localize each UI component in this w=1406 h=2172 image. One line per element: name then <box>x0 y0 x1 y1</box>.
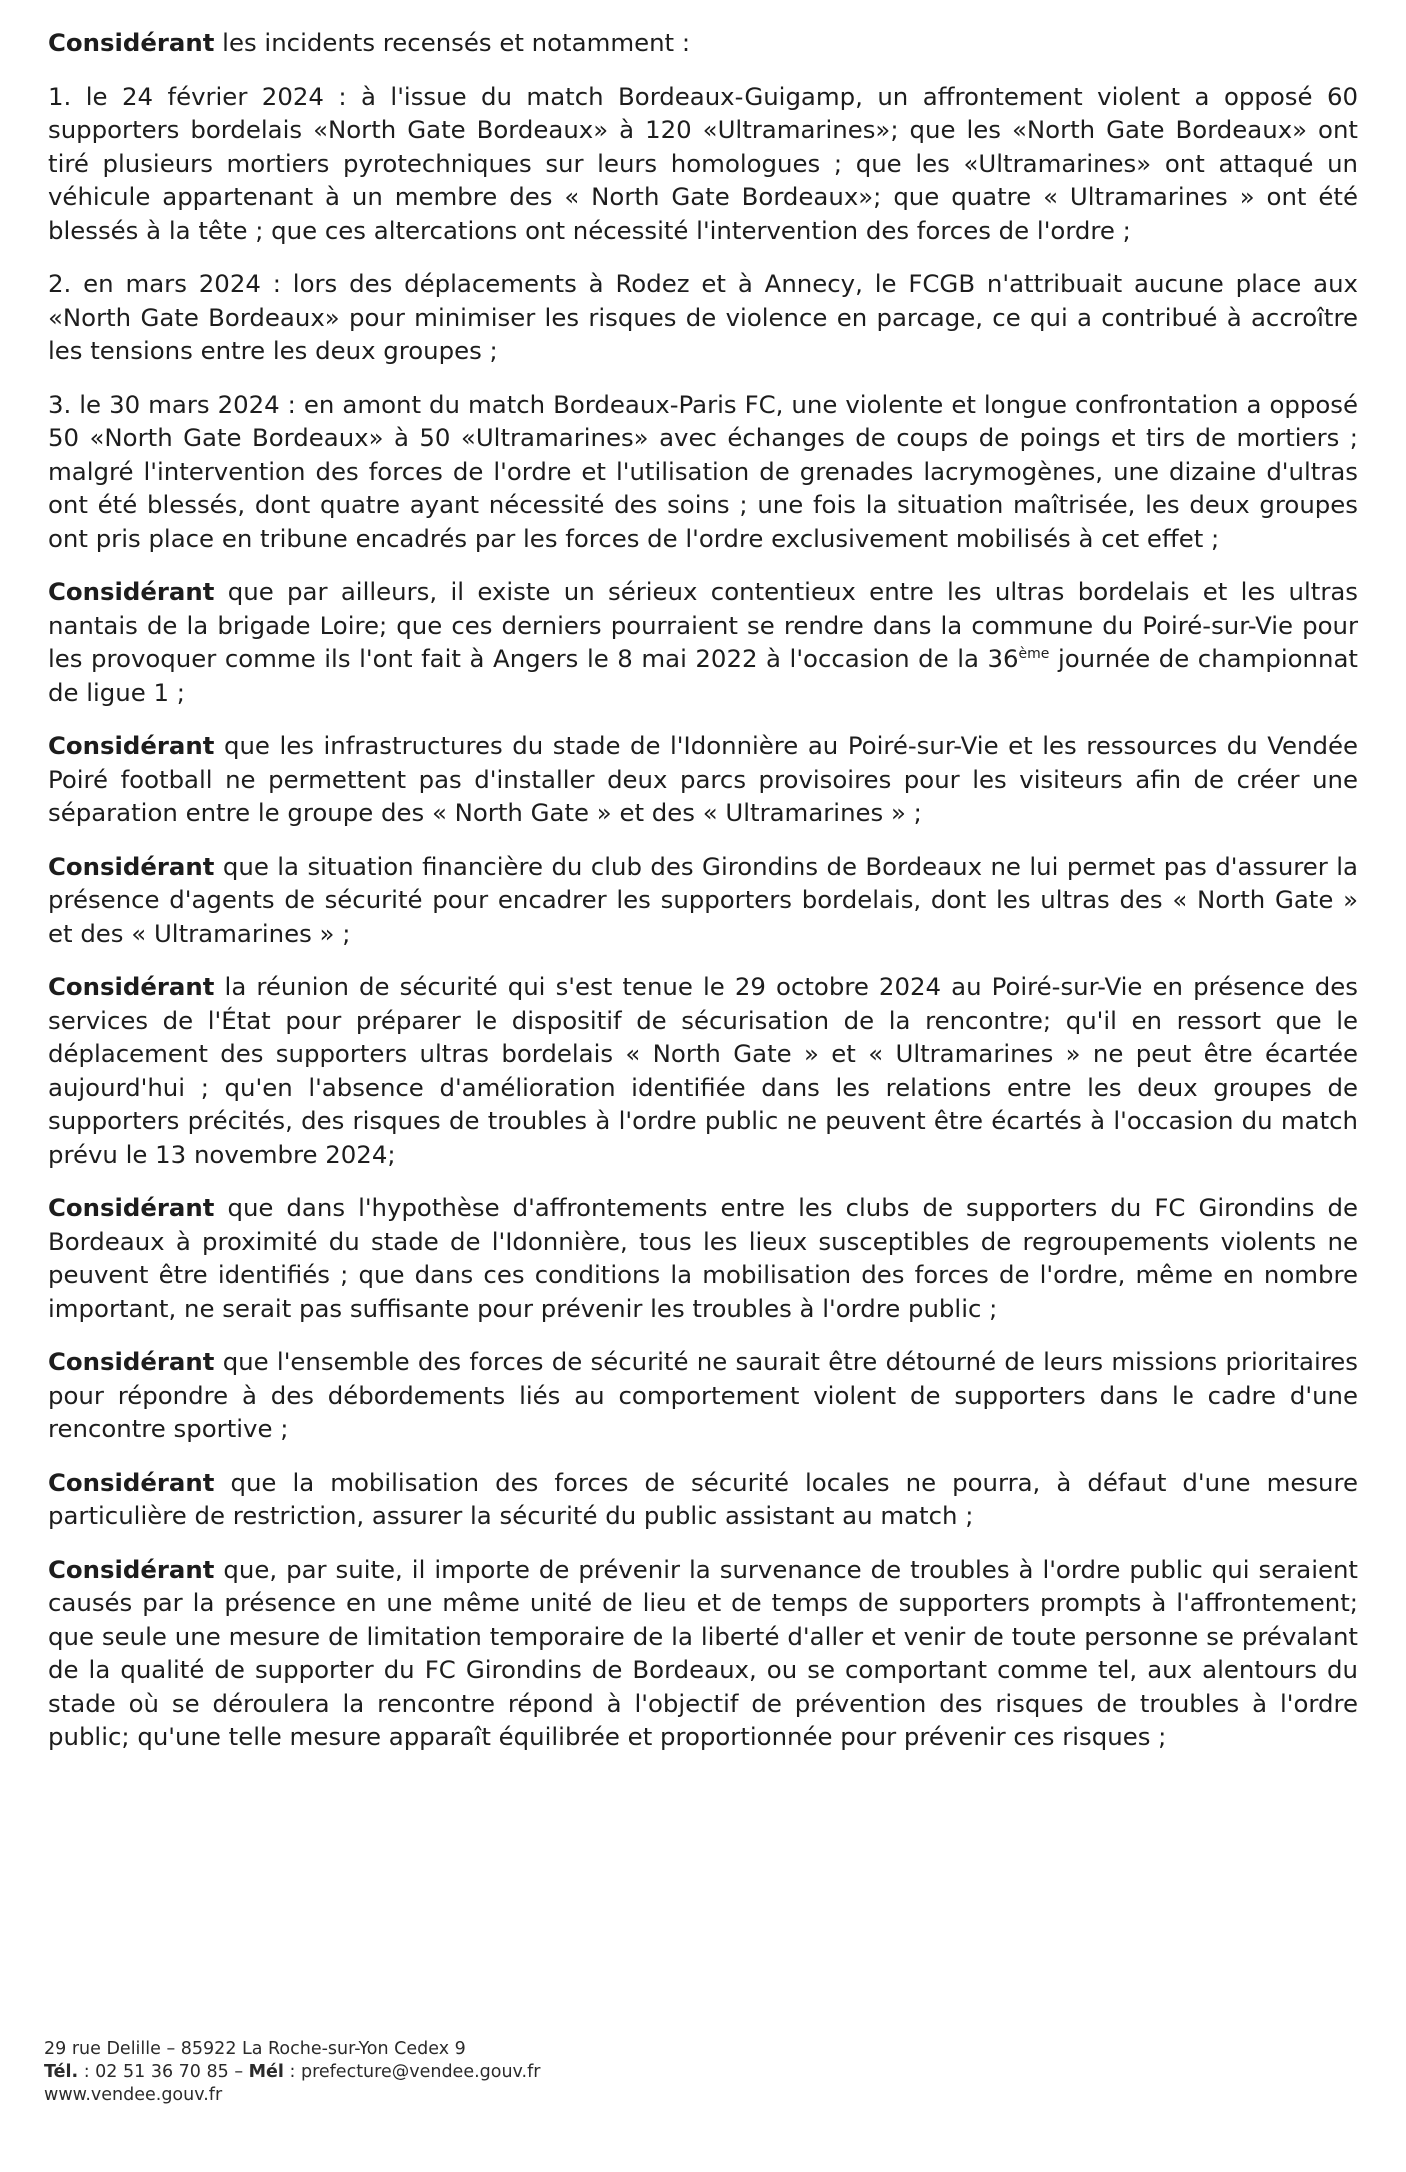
considerant-text: que la situation financière du club des Girondins de Bordeaux ne lui permet pas d'assurer la présence d'agents de sécurité pour encadrer les supporters bordelais, dont les ultras des « North Gate » et des « Ultramarines » ; <box>48 851 1358 948</box>
considerant-text: que, par suite, il importe de prévenir la survenance de troubles à l'ordre public qui seraient causés par la présence en une même unité de lieu et de temps de supporters prompts à l'affrontement; que seule une mesure de limitation temporaire de la liberté d'aller et venir de toute personne se prévalant de la qualité de supporter du FC Girondins de Bordeaux, ou se comportant comme tel, aux alentours du stade où se déroulera la rencontre répond à l'objectif de prévention des risques de troubles à l'ordre public; qu'une telle mesure apparaît équilibrée et proportionnée pour prévenir ces risques ; <box>48 1554 1358 1751</box>
considerant-paragraph-3 <box>48 850 1358 951</box>
considerant-text-after: journée de championnat de ligue 1 ; <box>48 644 1358 707</box>
considerant-paragraph-2 <box>48 729 1358 830</box>
considerant-lead: Considérant <box>48 1554 215 1584</box>
considerant-paragraph-1 <box>48 575 1358 709</box>
considerant-text: que par ailleurs, il existe un sérieux contentieux entre les ultras bordelais et les ultras nantais de la brigade Loire; que ces derniers pourraient se rendre dans la commune du Poiré-sur-Vie pour les provoquer comme ils l'ont fait à Angers le 8 mai 2022 à l'occasion de la 36 <box>48 577 1358 673</box>
considerant-paragraph-6 <box>48 1345 1358 1446</box>
document-body <box>48 26 1358 1774</box>
considerant-lead: Considérant <box>48 972 215 1001</box>
email-address: : prefecture@vendee.gouv.fr <box>283 2062 541 2082</box>
incident-item-2: 2. en mars 2024 : lors des déplacements à Rodez et à Annecy, le FCGB n'attribuait aucune place aux «North Gate Bordeaux» pour minimiser les risques de violence en parcage, ce qui a contribué à accroître les tensions entre les deux groupes ; <box>48 269 1358 365</box>
considerant-lead: Considérant <box>48 1347 215 1376</box>
considerant-text: que dans l'hypothèse d'affrontements entre les clubs de supporters du FC Girondins de Bordeaux à proximité du stade de l'Idonnière, tous les lieux susceptibles de regroupements violents ne peuvent être identifiés ; que dans ces conditions la mobilisation des forces de l'ordre, même en nombre important, ne serait pas suffisante pour prévenir les troubles à l'ordre public ; <box>48 1193 1358 1323</box>
considerant-text: que les infrastructures du stade de l'Idonnière au Poiré-sur-Vie et les ressources du Vendée Poiré football ne permettent pas d'installer deux parcs provisoires pour les visiteurs afin de créer une séparation entre le groupe des « North Gate » et des « Ultramarines » ; <box>48 731 1358 827</box>
footer-website: www.vendee.gouv.fr <box>44 2085 223 2105</box>
considerant-paragraph-8 <box>48 1553 1358 1754</box>
considerant-lead: Considérant <box>48 731 215 760</box>
considerant-lead: Considérant <box>48 577 215 606</box>
considerant-lead: Considérant <box>48 1467 215 1497</box>
incident-item-3: 3. le 30 mars 2024 : en amont du match Bordeaux-Paris FC, une violente et longue confrontation a opposé 50 «North Gate Bordeaux» à 50 «Ultramarines» avec échanges de coups de poings et tirs de mortiers ; malgré l'intervention des forces de l'ordre et l'utilisation de grenades lacrymogènes, une dizaine d'ultras ont été blessés, dont quatre ayant nécessité des soins ; une fois la situation maîtrisée, les deux groupes ont pris place en tribune encadrés par les forces de l'ordre exclusivement mobilisés à cet effet ; <box>48 389 1358 553</box>
tel-number: : 02 51 36 70 85 – <box>78 2062 249 2082</box>
footer-contact <box>44 2038 540 2107</box>
intro-text: les incidents recensés et notamment : <box>214 28 691 57</box>
incident-item-1: 1. le 24 février 2024 : à l'issue du match Bordeaux-Guigamp, un affrontement violent a opposé 60 supporters bordelais «North Gate Bordeaux» à 120 «Ultramarines»; que les «North Gate Bordeaux» ont tiré plusieurs mortiers pyrotechniques sur leurs homologues ; que les «Ultramarines» ont attaqué un véhicule appartenant à un membre des « North Gate Bordeaux»; que quatre « Ultramarines » ont été blessés à la tête ; que ces altercations ont nécessité l'intervention des forces de l'ordre ; <box>48 81 1358 245</box>
considerant-lead: Considérant <box>48 28 215 57</box>
considerant-lead: Considérant <box>48 851 215 881</box>
considerant-text: la réunion de sécurité qui s'est tenue le 29 octobre 2024 au Poiré-sur-Vie en présence des services de l'État pour préparer le dispositif de sécurisation de la rencontre; qu'il en ressort que le déplacement des supporters ultras bordelais « North Gate » et « Ultramarines » ne peut être écartée aujourd'hui ; qu'en l'absence d'amélioration identifiée dans les relations entre les deux groupes de supporters précités, des risques de troubles à l'ordre public ne peuvent être écartés à l'occasion du match prévu le 13 novembre 2024; <box>48 972 1358 1169</box>
considerant-text: que la mobilisation des forces de sécurité locales ne pourra, à défaut d'une mesure particulière de restriction, assurer la sécurité du public assistant au match ; <box>48 1467 1358 1530</box>
intro-paragraph <box>48 26 1358 60</box>
considerant-paragraph-7 <box>48 1466 1358 1533</box>
considerant-paragraph-5 <box>48 1191 1358 1325</box>
footer-address: 29 rue Delille – 85922 La Roche-sur-Yon Cedex 9 <box>44 2039 466 2059</box>
considerant-text: que l'ensemble des forces de sécurité ne saurait être détourné de leurs missions prioritaires pour répondre à des débordements liés au comportement violent de supporters dans le cadre d'une rencontre sportive ; <box>48 1347 1358 1443</box>
considerant-paragraph-4 <box>48 970 1358 1171</box>
ordinal-superscript: ème <box>1018 645 1050 662</box>
footer-contact-line <box>44 2061 540 2084</box>
mel-label: Mél <box>248 2062 284 2082</box>
tel-label: Tél. <box>44 2062 79 2082</box>
considerant-lead: Considérant <box>48 1193 215 1222</box>
